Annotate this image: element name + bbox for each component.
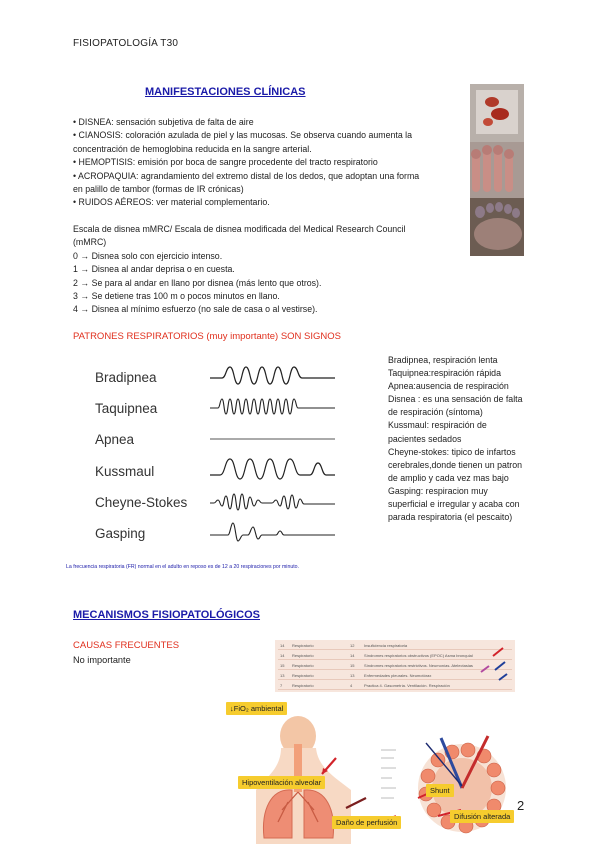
gasping-waveform <box>210 521 335 543</box>
callout-difusion: Difusión alterada <box>450 810 514 823</box>
table-cell: 14 <box>280 643 285 648</box>
mmrc-scale <box>73 223 438 317</box>
mmrc-scale-title: Escala de disnea mMRC/ Escala de disnea modificada del Medical Research Council (mMRC) <box>73 224 406 248</box>
mmrc-item-1: 1 → Disnea al andar deprisa o en cuesta. <box>73 264 235 275</box>
table-cell: 7 <box>280 683 283 688</box>
patterns-title: PATRONES RESPIRATORIOS (muy importante) SON SIGNOS <box>73 331 341 342</box>
pattern-definitions <box>388 354 523 524</box>
callout-hipoventilacion: Hipoventilación alveolar <box>238 776 325 789</box>
table-cell: 15 <box>280 663 285 668</box>
manifestation-acropaquia: • ACROPAQUIA: agrandamiento del extremo distal de los dedos, que adoptan una forma en palillo de tambor (formas de IR crónicas) <box>73 170 420 195</box>
manifestations-list <box>73 116 428 210</box>
def-kussmaul: Kussmaul: respiración de pacientes sedados <box>388 420 487 444</box>
taquipnea-waveform <box>210 395 335 417</box>
callout-shunt: Shunt <box>426 784 454 797</box>
causes-table <box>275 640 515 692</box>
mmrc-item-3: 3 → Se detiene tras 100 m o pocos minutos en llano. <box>73 291 280 302</box>
mmrc-item-2: 2 → Se para al andar en llano por disnea (más lento que otros). <box>73 277 322 288</box>
table-cell: Enfermedades pleurales. Neumotórax <box>364 673 432 678</box>
manifestation-hemoptisis: • HEMOPTISIS: emisión por boca de sangre procedente del tracto respiratorio <box>73 157 378 168</box>
wave-label-taquipnea: Taquipnea <box>95 401 158 416</box>
manifestation-cianosis: • CIANOSIS: coloración azulada de piel y las mucosas. Se observa cuando aumenta la concentración de hemoglobina reducida en la sangre arterial. <box>73 130 413 154</box>
table-cell: Practica 4. Gasometría. Ventilación. Respiración <box>364 683 450 688</box>
bradipnea-waveform <box>210 364 335 386</box>
arrow-icons <box>475 644 511 684</box>
respiratory-rate-footnote: La frecuencia respiratoria (FR) normal en el adulto en reposo es de 12 a 20 respiraciones por minuto. <box>66 564 299 570</box>
manifestation-ruidos: • RUIDOS AÉREOS: ver material complementario. <box>73 197 270 208</box>
table-cell: Síndromes respiratorios restrictivos. Neumonías. Atelectasias <box>364 663 473 668</box>
wave-label-gasping: Gasping <box>95 526 146 541</box>
table-cell: Respiratorio <box>292 653 314 658</box>
def-taquipnea: Taquipnea:respiración rápida <box>388 368 501 379</box>
table-cell: 13 <box>280 673 285 678</box>
wave-label-cheyne-stokes: Cheyne-Stokes <box>95 495 188 510</box>
table-cell: Respiratorio <box>292 643 314 648</box>
def-cheyne-stokes: Cheyne-stokes: tipico de infartos cerebrales,donde tienen un patron de amplio y cada vez mas bajo <box>388 446 523 483</box>
table-cell: Insuficiencia respiratoria <box>364 643 408 648</box>
table-cell: Respiratorio <box>292 663 314 668</box>
manifestation-disnea: • DISNEA: sensación subjetiva de falta de aire <box>73 117 254 127</box>
callout-perfusion: Daño de perfusión <box>332 816 401 829</box>
table-cell: 13 <box>350 673 355 678</box>
table-cell: 4 <box>350 683 353 688</box>
table-cell: 15 <box>350 663 355 668</box>
mmrc-item-0: 0 → Disnea solo con ejercicio intenso. <box>73 250 223 261</box>
table-cell: 14 <box>280 653 285 658</box>
def-gasping: Gasping: respiracion muy superficial e irregular y acaba con parada respiratoria (el pescaito) <box>388 485 520 523</box>
section-title-mecanismos: MECANISMOS FISIOPATOLÓGICOS <box>73 609 261 621</box>
kussmaul-waveform <box>210 458 335 480</box>
wave-label-kussmaul: Kussmaul <box>95 464 155 479</box>
apnea-waveform <box>210 428 335 450</box>
def-apnea: Apnea:ausencia de respiración <box>388 381 509 392</box>
clinical-photos <box>470 84 524 256</box>
clinical-photos-image <box>470 84 524 256</box>
callout-fio2: ↓FiO₂ ambiental <box>226 702 287 715</box>
causes-note: No importante <box>73 655 131 665</box>
wave-label-bradipnea: Bradipnea <box>95 370 157 385</box>
wave-label-apnea: Apnea <box>95 432 135 447</box>
section-title-manifestaciones: MANIFESTACIONES CLÍNICAS <box>145 86 306 98</box>
table-cell: Síndromes respiratorios obstructivos (EPOC) Asma bronquial <box>364 653 473 658</box>
def-disnea: Disnea : es una sensación de falta de respiración (síntoma) <box>388 394 523 418</box>
table-cell: 12 <box>350 643 355 648</box>
mmrc-item-4: 4 → Disnea al mínimo esfuerzo (no sale de casa o al vestirse). <box>73 304 318 315</box>
physiopathology-mechanisms-figure <box>226 698 520 844</box>
page-number: 2 <box>517 798 525 813</box>
table-cell: 14 <box>350 653 355 658</box>
breathing-patterns-figure <box>95 362 365 547</box>
def-bradipnea: Bradipnea, respiración lenta <box>388 355 498 365</box>
cheyne-stokes-waveform <box>210 490 335 512</box>
causes-title: CAUSAS FRECUENTES <box>73 640 180 651</box>
table-cell: Respiratorio <box>292 673 314 678</box>
table-cell: Respiratorio <box>292 683 314 688</box>
page-header: FISIOPATOLOGÍA T30 <box>73 38 179 49</box>
